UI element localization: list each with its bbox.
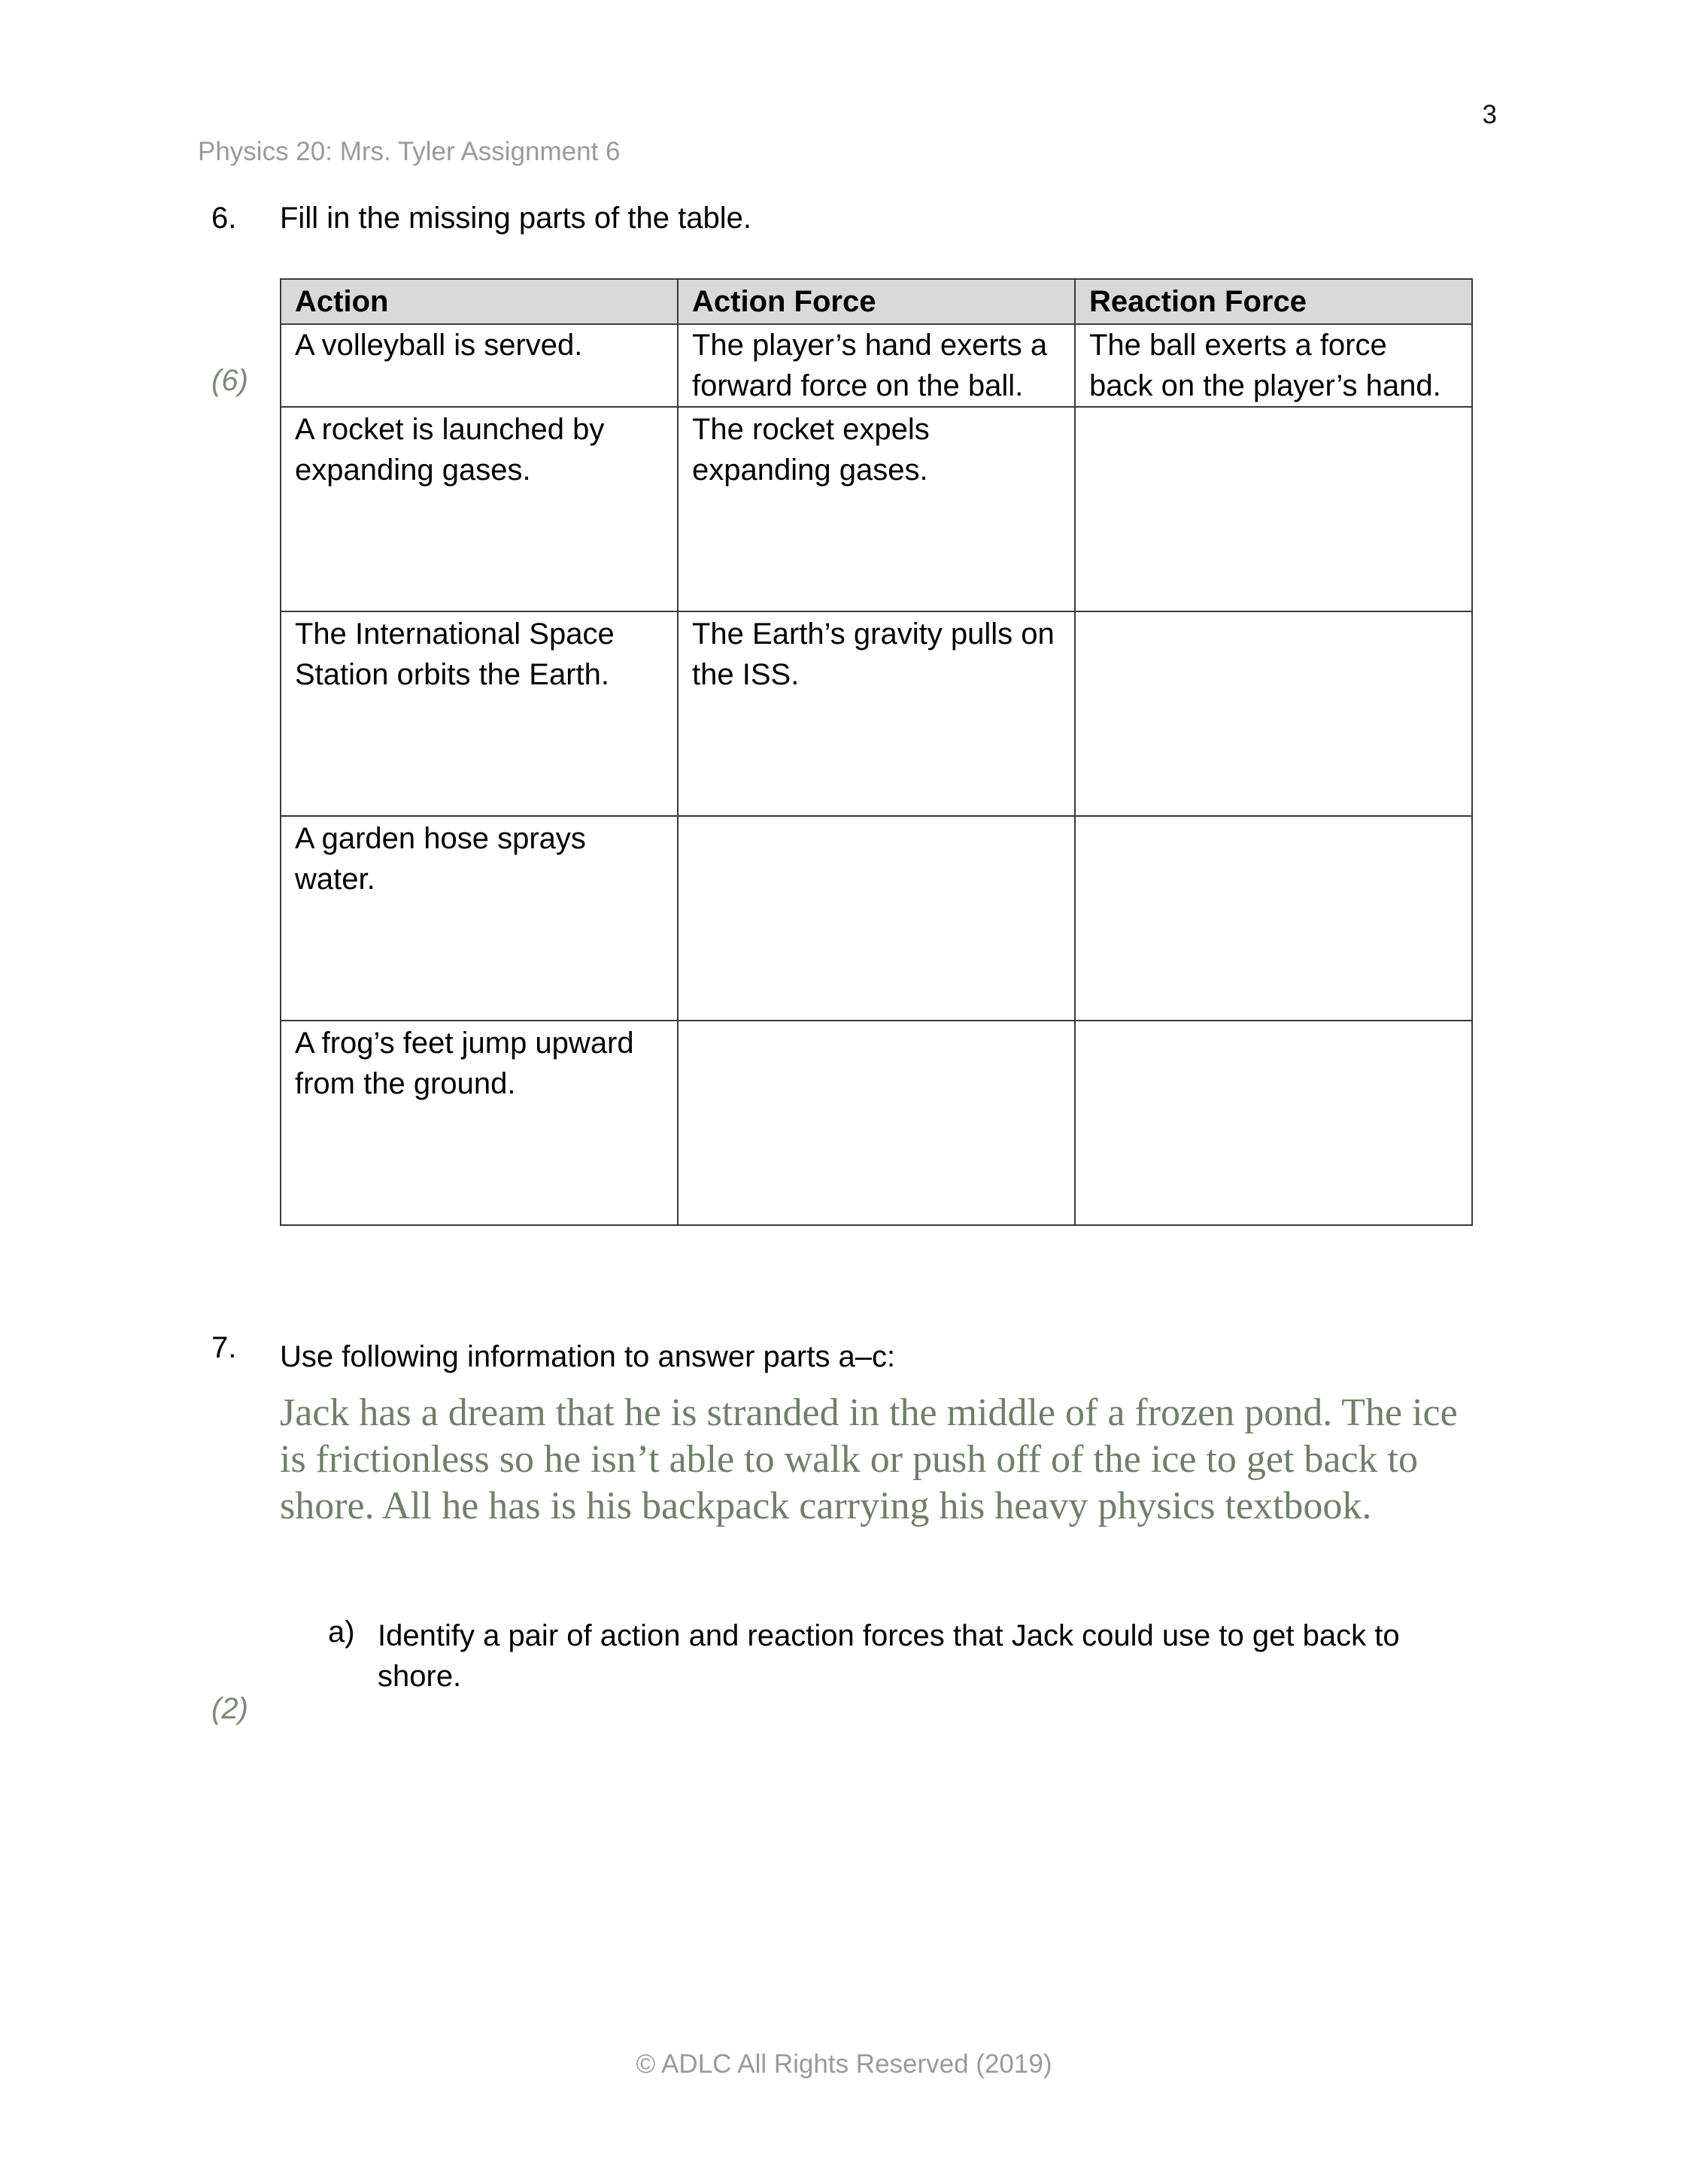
action-cell: A garden hose sprays water. [281,816,678,1021]
part-a-marks: (2) [211,1692,248,1725]
action-force-cell: The player’s hand exerts a forward force on the ball. [678,324,1075,407]
action-force-answer-cell[interactable] [678,816,1075,1021]
running-header: Physics 20: Mrs. Tyler Assignment 6 [198,137,621,166]
reaction-force-answer-cell[interactable] [1075,611,1472,816]
action-cell: A frog’s feet jump upward from the ground. [281,1021,678,1225]
action-cell: A rocket is launched by expanding gases. [281,407,678,611]
question-7-scenario: Jack has a dream that he is stranded in the middle of a frozen pond. The ice is frictionless so he isn’t able to walk or push off of the ice to get back to shore. All he has is his backpack carrying his heavy physics textbook. [280,1391,1458,1527]
copyright-footer: © ADLC All Rights Reserved (2019) [636,2049,1052,2079]
table-header-row [281,279,1472,324]
action-reaction-table [280,278,1473,1226]
reaction-force-answer-cell[interactable] [1075,407,1472,611]
question-7-number: 7. [211,1331,237,1364]
part-a-prompt: Identify a pair of action and reaction forces that Jack could use to get back to shore. [378,1619,1400,1693]
question-7-prompt: Use following information to answer parts a–c: [280,1340,896,1373]
question-6-marks: (6) [211,364,248,397]
column-header-action: Action [281,279,678,324]
table-row [281,324,1472,407]
action-cell: A volleyball is served. [281,324,678,407]
reaction-force-answer-cell[interactable] [1075,1021,1472,1225]
table-row [281,407,1472,611]
action-force-cell: The Earth’s gravity pulls on the ISS. [678,611,1075,816]
action-cell: The International Space Station orbits the Earth. [281,611,678,816]
reaction-force-cell: The ball exerts a force back on the player’s hand. [1075,324,1472,407]
action-force-cell: The rocket expels expanding gases. [678,407,1075,611]
action-force-answer-cell[interactable] [678,1021,1075,1225]
table-row [281,1021,1472,1225]
question-6-number: 6. [211,202,237,235]
part-a-letter: a) [328,1615,355,1649]
reaction-force-answer-cell[interactable] [1075,816,1472,1021]
table-row [281,611,1472,816]
page-number: 3 [1482,100,1497,129]
table-row [281,816,1472,1021]
question-6-prompt: Fill in the missing parts of the table. [280,202,751,235]
column-header-action-force: Action Force [678,279,1075,324]
column-header-reaction-force: Reaction Force [1075,279,1472,324]
